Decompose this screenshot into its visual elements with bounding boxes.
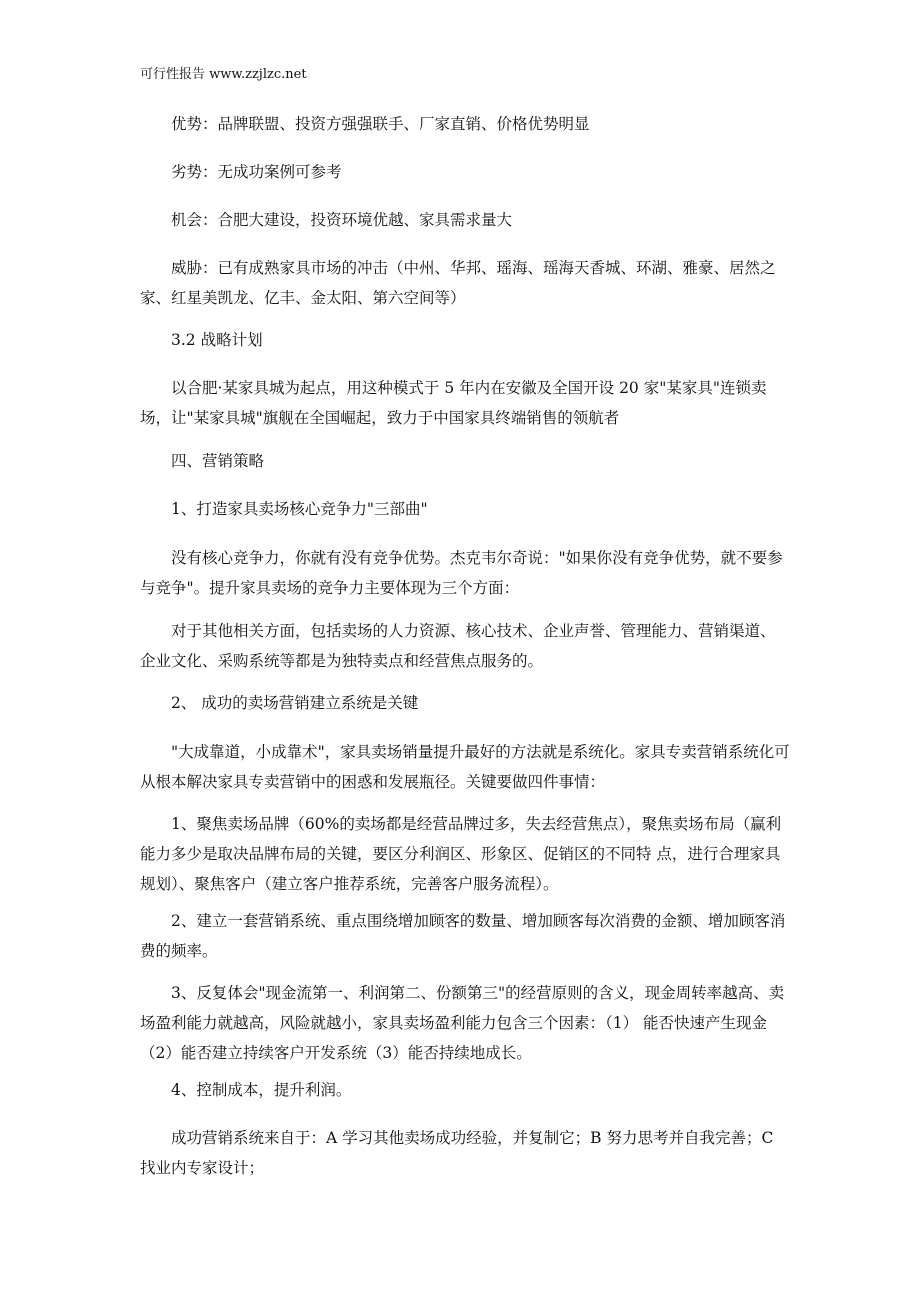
section-heading-strategy-plan: 3.2 战略计划	[171, 331, 263, 349]
paragraph-other-aspects: 对于其他相关方面，包括卖场的人力资源、核心技术、企业声誉、管理能力、营销渠道、企业文化、采购系统等都是为独特卖点和经营焦点服务的。	[140, 622, 776, 670]
list-item-focus: 1、聚焦卖场品牌（60%的卖场都是经营品牌过多，失去经营焦点），聚焦卖场布局（赢利能力多少是取决品牌布局的关键，要区分利润区、形象区、促销区的不同特 点，进行合理家具规划）、聚焦客户（建立客户推荐系统，完善客户服务流程）。	[140, 815, 782, 893]
list-item-marketing-system: 2、建立一套营销系统、重点围绕增加顾客的数量、增加顾客每次消费的金额、增加顾客消费的频率。	[140, 912, 786, 960]
paragraph-threats: 威胁：已有成熟家具市场的冲击（中州、华邦、瑶海、瑶海天香城、环湖、雅豪、居然之家、红星美凯龙、亿丰、金太阳、第六空间等）	[140, 259, 776, 307]
subheading-marketing-system: 2、 成功的卖场营销建立系统是关键	[171, 694, 419, 712]
subheading-core-competitiveness: 1、打造家具卖场核心竞争力"三部曲"	[171, 500, 428, 518]
page-header: 可行性报告 www.zzjlzc.net	[140, 67, 307, 82]
paragraph-strengths: 优势：品牌联盟、投资方强强联手、厂家直销、价格优势明显	[171, 115, 590, 133]
paragraph-systematization: "大成靠道，小成靠术"，家具卖场销量提升最好的方法就是系统化。家具专卖营销系统化可从根本解决家具专卖营销中的困惑和发展瓶径。关键要做四件事情：	[140, 743, 790, 791]
list-item-cash-flow: 3、反复体会"现金流第一、利润第二、份额第三"的经营原则的含义，现金周转率越高、卖场盈利能力就越高，风险就越小，家具卖场盈利能力包含三个因素：（1） 能否快速产生现金（2）能否建立持续客户开发系统（3）能否持续地成长。	[140, 984, 785, 1062]
paragraph-opportunities: 机会：合肥大建设，投资环境优越、家具需求量大	[171, 211, 513, 229]
paragraph-weaknesses: 劣势：无成功案例可参考	[171, 163, 342, 181]
paragraph-competitive-advantage: 没有核心竞争力，你就有没有竞争优势。杰克韦尔奇说："如果你没有竞争优势，就不要参与竞争"。提升家具卖场的竞争力主要体现为三个方面：	[140, 549, 783, 597]
paragraph-system-sources: 成功营销系统来自于：A 学习其他卖场成功经验，并复制它；B 努力思考并自我完善；C 找业内专家设计；	[140, 1129, 774, 1177]
paragraph-strategy-plan: 以合肥·某家具城为起点，用这种模式于 5 年内在安徽及全国开设 20 家"某家具"连锁卖场，让"某家具城"旗舰在全国崛起，致力于中国家具终端销售的领航者	[140, 379, 767, 427]
list-item-cost-control: 4、控制成本，提升利润。	[171, 1081, 352, 1099]
section-heading-marketing-strategy: 四、营销策略	[171, 452, 265, 470]
